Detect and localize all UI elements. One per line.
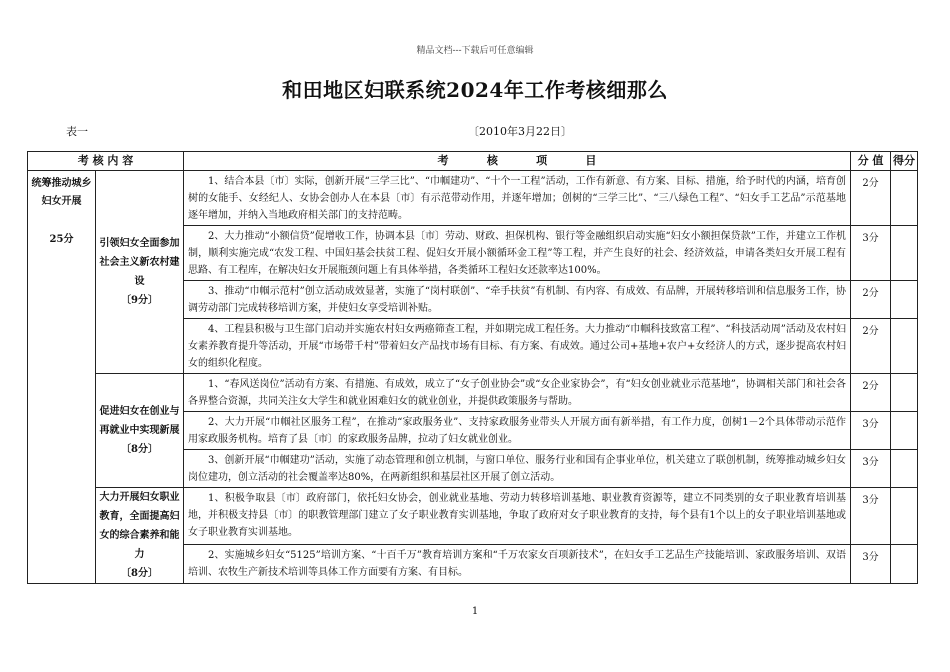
got-cell[interactable] [891,412,918,450]
item-cell [184,226,851,281]
table-row [28,171,918,226]
got-cell[interactable] [891,374,918,412]
assessment-table [27,151,918,584]
group-name: 引领妇女全面参加社会主义新农村建设 [99,238,180,287]
table-row [28,488,918,545]
item-text: 2、大力推动“小额信贷”促增收工作，协调本县〔市〕劳动、财政、担保机构、银行等金融组织启动实施“妇女小额担保贷款”工作，并建立工作机制，顺利实施完成“农发工程、中国妇基会扶贫工程、促妇女开展小额循环金工程”等工程，并产生良好的社会、经济效益，申请各类妇女开展工程有思路、有工程库，在解决妇女开展瓶颈问题上有具体举措，各类循环工程妇女还款率达100%。 [188,231,846,276]
group-score: 〔8分〕 [121,444,158,455]
group-cell [96,374,184,488]
item-cell [184,450,851,488]
points-cell: 2分 [851,281,891,319]
got-cell[interactable] [891,226,918,281]
group-cell [96,171,184,374]
category-name: 统筹推动城乡妇女开展 [31,178,92,207]
group-name: 促进妇女在创业与再就业中实现新展 [99,406,180,436]
group-score: 〔8分〕 [121,568,158,579]
item-text: 1、积极争取县〔市〕政府部门，依托妇女协会，创业就业基地、劳动力转移培训基地、职业教育资源等，建立不同类别的女子职业教育培训基地，并积极支持县〔市〕的职教管理部门建立了女子职业教育实训基地，争取了政府对女子职业教育的支持，每个县有1个以上的女子职业培训基地或女子职业教育实训基地。 [188,493,846,538]
item-cell [184,281,851,319]
points-cell: 2分 [851,319,891,374]
points-cell: 3分 [851,412,891,450]
category-cell [28,171,96,584]
points-cell: 2分 [851,171,891,226]
item-cell [184,544,851,583]
item-text: 3、推动“巾帼示范村”创立活动成效显著，实施了“岗村联创”、“牵手扶贫”有机制、有内容、有成效、有品牌，开展转移培训和信息服务工作，协调劳动部门完成转移培训方案，并使妇女享受培训补贴。 [188,286,846,314]
header-note: 精品文档---下载后可任意编辑 [416,46,534,56]
item-cell [184,319,851,374]
document-title: 和田地区妇联系统2024年工作考核细那么 [282,78,668,102]
header-content: 考 核 内 容 [28,152,184,171]
item-text: 2、大力开展“巾帼社区服务工程”，在推动“家政服务业”、支持家政服务业带头人开展方面有新举措，有工作力度，创树1－2个具体带动示范作用家政服务机构。培育了县〔市〕的家政服务品牌，拉动了妇女就业创业。 [188,417,846,445]
item-cell [184,374,851,412]
item-text: 3、创新开展“巾帼建功”活动，实施了动态管理和创立机制，与窗口单位、服务行业和国有企事业单位，机关建立了联创机制，统筹推动城乡妇女岗位建功，创立活动的社会覆盖率达80%，在两新组织和基层社区开展了创立活动。 [188,455,846,483]
table-header-row [28,152,918,171]
points-cell: 3分 [851,226,891,281]
got-cell[interactable] [891,488,918,545]
table-label: 表一 [66,125,88,138]
points-cell: 2分 [851,374,891,412]
page-number: 1 [471,606,479,617]
got-cell[interactable] [891,544,918,583]
got-cell[interactable] [891,450,918,488]
item-text: 4、工程县积极与卫生部门启动并实施农村妇女两癌筛查工程，并如期完成工程任务。大力推动“巾帼科技致富工程”、“科技活动周”活动及农村妇女素养教育提升等活动，开展“市场带千村”带着妇女产品找市场有目标、有方案、有成效。通过公司+基地+农户+女经济人的方式，逐步提高农村妇女的组织化程度。 [188,324,846,369]
points-cell: 3分 [851,450,891,488]
item-cell [184,171,851,226]
item-text: 1、结合本县〔市〕实际，创新开展“三学三比”、“巾帼建功”、“十个一工程”活动，工作有新意、有方案、目标、措施，给予时代的内涵，培育创树的女能手、女经纪人、女协会创办人在本县〔市〕有示范带动作用，并逐年增加；创树的“三学三比”、“三八绿色工程”、“妇女手工艺品”示范基地逐年增加，并纳入当地政府相关部门的支持范畴。 [188,176,846,221]
item-cell [184,488,851,545]
got-cell[interactable] [891,319,918,374]
group-score: 〔9分〕 [121,295,158,306]
header-got: 得分 [891,152,918,171]
document-date: 〔2010年3月22日〕 [468,125,572,138]
header-score: 分 值 [851,152,891,171]
header-items: 考 核 项 目 [184,152,851,171]
got-cell[interactable] [891,281,918,319]
points-cell: 3分 [851,544,891,583]
table-row [28,374,918,412]
points-cell: 3分 [851,488,891,545]
item-text: 2、实施城乡妇女“5125”培训方案、“十百千万”教育培训方案和“千万农家女百项新技术”，在妇女手工艺品生产技能培训、家政服务培训、双语培训、农牧生产新技术培训等具体工作方面要有方案、有目标。 [188,549,846,578]
category-score: 25分 [49,234,74,245]
item-cell [184,412,851,450]
got-cell[interactable] [891,171,918,226]
item-text: 1、“春风送岗位”活动有方案、有措施、有成效，成立了“女子创业协会”或“女企业家协会”，有“妇女创业就业示范基地”，协调相关部门和社会各各界整合资源，共同关注女大学生和就业困难妇女的就业创业，并提供政策服务与帮助。 [188,379,846,407]
group-cell [96,488,184,584]
group-name: 大力开展妇女职业教育，全面提高妇女的综合素养和能力 [99,492,180,560]
